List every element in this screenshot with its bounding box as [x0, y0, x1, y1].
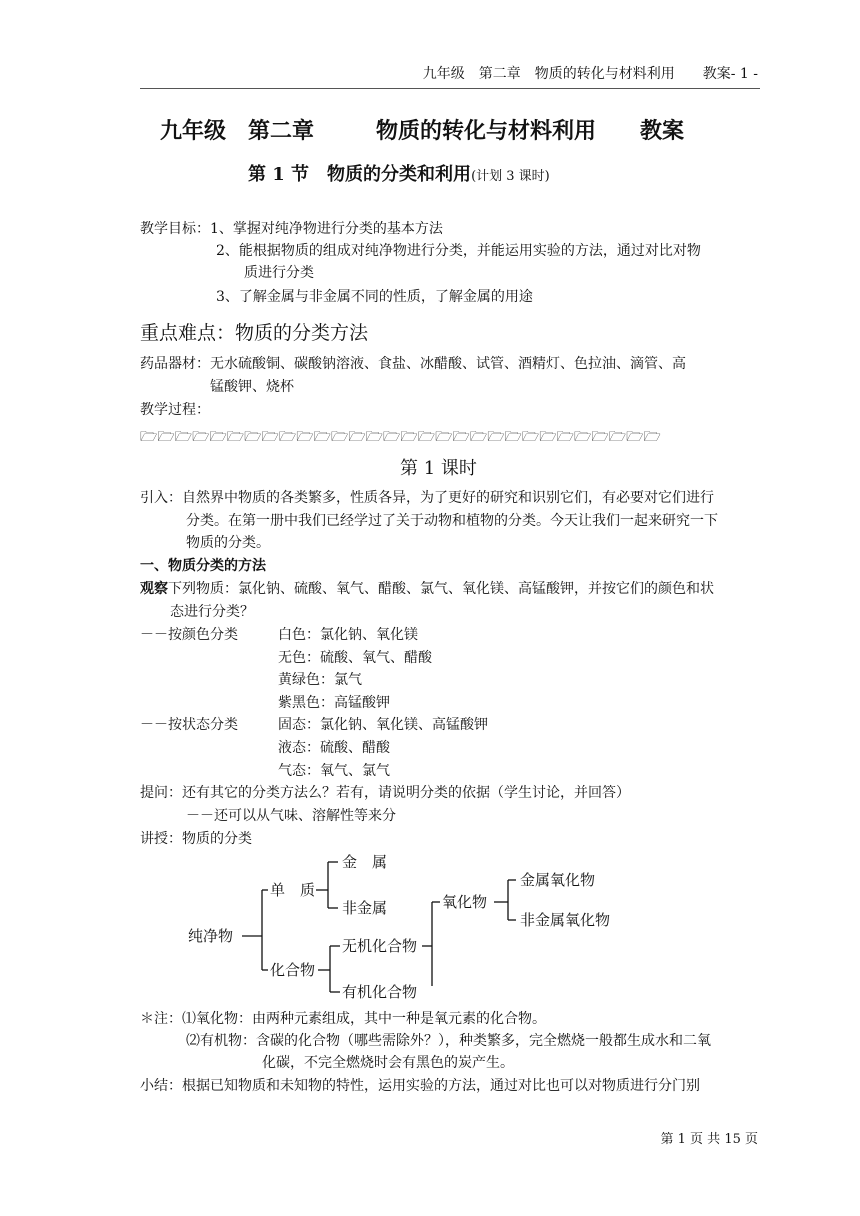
- color-class-row: 黄绿色：氯气: [278, 672, 362, 688]
- section-title-note: (计划 3 课时): [471, 169, 550, 184]
- section-title: [248, 160, 550, 186]
- classification-diagram: [178, 842, 648, 1006]
- running-header: 九年级 第二章 物质的转化与材料利用 教案- 1 -: [422, 66, 758, 82]
- goal-item: 质进行分类: [244, 265, 314, 281]
- title-part-2: 物质的转化与材料利用: [376, 118, 597, 144]
- goal-item: 3、了解金属与非金属不同的性质，了解金属的用途: [216, 289, 533, 305]
- color-class-row: 白色：氯化钠、氧化镁: [278, 627, 418, 643]
- diagram-nonmetal: 非金属: [342, 899, 388, 917]
- folder-icon-row: 🗁🗁🗁🗁🗁🗁🗁🗁🗁🗁🗁🗁🗁🗁🗁🗁🗁🗁🗁🗁🗁🗁🗁🗁🗁🗁🗁🗁🗁🗁: [140, 429, 661, 445]
- materials-line: 药品器材：无水硫酸铜、碳酸钠溶液、食盐、冰醋酸、试管、酒精灯、色拉油、滴管、高: [140, 356, 686, 372]
- state-class-label: －－按状态分类: [140, 717, 238, 733]
- key-points: 重点难点：物质的分类方法: [140, 322, 369, 344]
- section-heading: 一、物质分类的方法: [140, 558, 266, 574]
- diagram-compound: 化合物: [270, 961, 316, 979]
- goal-item: 1、掌握对纯净物进行分类的基本方法: [210, 221, 443, 237]
- observe-line: 态进行分类？: [170, 604, 254, 620]
- color-class-label: －－按颜色分类: [140, 627, 238, 643]
- intro-line: 物质的分类。: [186, 535, 270, 551]
- state-class-row: 液态：硫酸、醋酸: [278, 740, 390, 756]
- color-class-row: 无色：硫酸、氧气、醋酸: [278, 650, 432, 666]
- observe-line: [140, 578, 714, 600]
- note-line: ⑵有机物：含碳的化合物（哪些需除外？），种类繁多，完全燃烧一般都生成水和二氧: [186, 1033, 711, 1049]
- state-class-row: 固态：氯化钠、氧化镁、高锰酸钾: [278, 717, 488, 733]
- diagram-inorganic: 无机化合物: [342, 937, 418, 955]
- note-line: ＊注：⑴氧化物：由两种元素组成，其中一种是氧元素的化合物。: [140, 1011, 546, 1027]
- note-line: 化碳，不完全燃烧时会有黑色的炭产生。: [262, 1055, 514, 1071]
- color-class-row: 紫黑色：高锰酸钾: [278, 695, 390, 711]
- section-title-main: 第 1 节 物质的分类和利用: [248, 164, 472, 185]
- title-part-1: 九年级 第二章: [160, 118, 315, 144]
- lecture-label: 讲授：物质的分类: [140, 831, 252, 847]
- question-line: 提问：还有其它的分类方法么？若有，请说明分类的依据（学生讨论，并回答）: [140, 785, 630, 801]
- diagram-organic: 有机化合物: [342, 983, 418, 1001]
- diagram-element: 单 质: [270, 881, 316, 899]
- state-class-row: 气态：氧气、氯气: [278, 763, 390, 779]
- diagram-metal-oxide: 金属氧化物: [520, 871, 596, 889]
- page-footer: 第 1 页 共 15 页: [660, 1132, 758, 1147]
- process-label: 教学过程：: [140, 402, 210, 418]
- goal-item: 2、能根据物质的组成对纯净物进行分类，并能运用实验的方法，通过对比对物: [216, 243, 701, 259]
- diagram-nonmetal-oxide: 非金属氧化物: [520, 911, 611, 929]
- diagram-pure: 纯净物: [188, 927, 234, 945]
- summary-line: 小结：根据已知物质和未知物的特性，运用实验的方法，通过对比也可以对物质进行分门别: [140, 1078, 700, 1094]
- goals-label: 教学目标：: [140, 221, 210, 237]
- answer-line: －－还可以从气味、溶解性等来分: [186, 808, 396, 824]
- intro-line: 引入：自然界中物质的各类繁多，性质各异，为了更好的研究和识别它们，有必要对它们进行: [140, 490, 714, 506]
- materials-line: 锰酸钾、烧杯: [210, 379, 294, 395]
- diagram-oxide: 氧化物: [442, 893, 488, 911]
- header-rule: [140, 88, 760, 89]
- document-title: [160, 114, 684, 145]
- title-part-3: 教案: [640, 118, 685, 144]
- observe-bold: 观察: [140, 581, 168, 597]
- diagram-metal: 金 属: [342, 853, 388, 871]
- observe-text: 下列物质：氯化钠、硫酸、氧气、醋酸、氯气、氧化镁、高锰酸钾，并按它们的颜色和状: [168, 581, 714, 597]
- lesson-title: 第 1 课时: [400, 458, 477, 479]
- intro-line: 分类。在第一册中我们已经学过了关于动物和植物的分类。今天让我们一起来研究一下: [186, 513, 718, 529]
